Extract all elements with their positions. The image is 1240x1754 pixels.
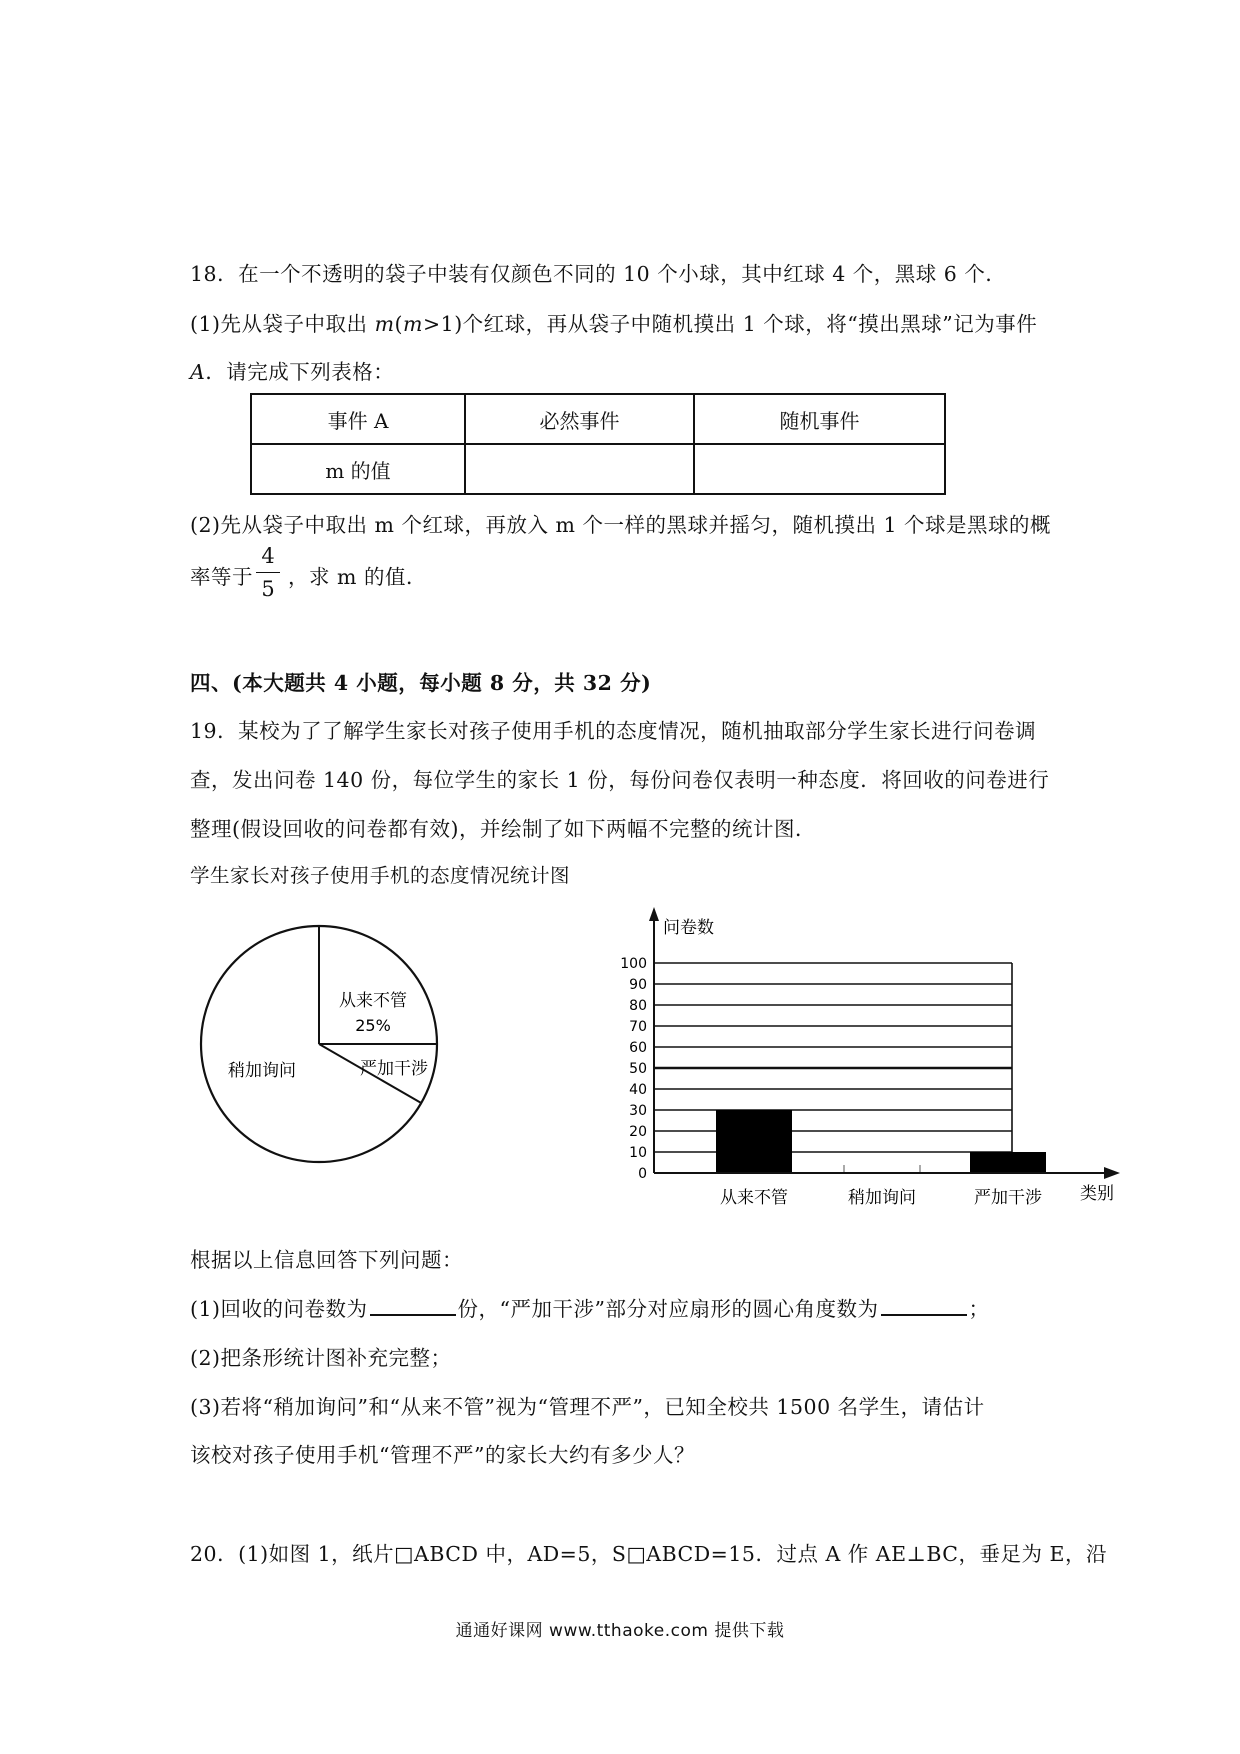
q18-part1-line	[190, 307, 1037, 337]
table-row	[251, 444, 945, 494]
q18-table-prompt: ．请完成下列表格：	[205, 360, 395, 384]
fraction-four-fifths	[256, 542, 280, 603]
bar	[970, 1152, 1046, 1173]
bar-chart	[600, 905, 1130, 1205]
q19-sub1-a: (1)回收的问卷数为	[190, 1297, 368, 1321]
q18-var-m2: m	[403, 312, 423, 336]
q19-sub2: (2)把条形统计图补充完整；	[190, 1346, 452, 1370]
y-tick-label: 80	[629, 998, 647, 1014]
y-axis-arrow	[649, 907, 659, 921]
q18-part2-line1: (2)先从袋子中取出 m 个红球，再放入 m 个一样的黑球并摇匀，随机摸出 1 个球是黑球的概	[190, 513, 1052, 537]
y-tick-label: 50	[629, 1061, 647, 1077]
q20-line1: 20．(1)如图 1，纸片□ABCD 中，AD=5，S□ABCD=15．过点 A 作 AE⊥BC，垂足为 E，沿	[190, 1542, 1107, 1566]
x-category-label: 严加干涉	[974, 1188, 1042, 1205]
table-header-cell: 事件 A	[251, 394, 465, 444]
x-category-label: 稍加询问	[848, 1188, 916, 1205]
q18-part1-c: >1)个红球，再从袋子中随机摸出 1 个球，将“摸出黑球”记为事件	[422, 312, 1038, 336]
q19-sub1	[190, 1292, 990, 1322]
q18-line1: 18．在一个不透明的袋子中装有仅颜色不同的 10 个小球，其中红球 4 个，黑球 6 个．	[190, 262, 1007, 286]
pie-percent-label: 25%	[355, 1016, 391, 1035]
q19-line1: 19．某校为了了解学生家长对孩子使用手机的态度情况，随机抽取部分学生家长进行问卷调	[190, 719, 1037, 743]
pie-label-strict: 严加干涉	[360, 1059, 428, 1079]
pie-label-ask: 稍加询问	[228, 1061, 296, 1081]
table-answer-cell	[465, 444, 694, 494]
q18-table	[250, 393, 946, 495]
answer-blank[interactable]	[370, 1296, 456, 1316]
q18-event-a: A	[190, 360, 206, 384]
q19-line2: 查，发出问卷 140 份，每位学生的家长 1 份，每份问卷仅表明一种态度．将回收的问卷进行	[190, 768, 1050, 792]
q19-sub3-line1: (3)若将“稍加询问”和“从来不管”视为“管理不严”，已知全校共 1500 名学生，请估计	[190, 1395, 985, 1419]
table-header-cell: 必然事件	[465, 394, 694, 444]
y-tick-label: 0	[638, 1166, 647, 1182]
q19-sub1-c: ；	[968, 1297, 990, 1321]
table-row	[251, 394, 945, 444]
q18-part1-b: (	[394, 312, 404, 336]
y-tick-label: 10	[629, 1145, 647, 1161]
table-header-cell: 随机事件	[694, 394, 945, 444]
y-axis-label: 问卷数	[663, 918, 714, 938]
q18-part2-line2-pre: 率等于	[190, 565, 253, 589]
y-tick-label: 60	[629, 1040, 647, 1056]
x-category-label: 从来不管	[720, 1188, 788, 1205]
pie-chart	[190, 915, 450, 1175]
q18-var-m: m	[374, 312, 395, 336]
q18-part2-line2-post: ，求 m 的值．	[288, 565, 427, 589]
x-axis-arrow	[1104, 1167, 1120, 1179]
y-tick-label: 70	[629, 1019, 647, 1035]
page-footer: 通通好课网 www.tthaoke.com 提供下载	[455, 1621, 785, 1641]
x-axis-label: 类别	[1080, 1184, 1114, 1204]
table-answer-cell	[694, 444, 945, 494]
fraction-bar	[256, 572, 280, 573]
pie-label-from-never: 从来不管	[339, 991, 407, 1011]
answer-blank[interactable]	[881, 1296, 967, 1316]
q19-chart-title: 学生家长对孩子使用手机的态度情况统计图	[190, 864, 571, 887]
fraction-denominator: 5	[261, 577, 275, 601]
section-heading: 四、(本大题共 4 小题，每小题 8 分，共 32 分)	[190, 671, 652, 695]
fraction-numerator: 4	[261, 544, 275, 568]
y-tick-label: 30	[629, 1103, 647, 1119]
y-tick-label: 100	[620, 956, 647, 972]
q18-part1-a: (1)先从袋子中取出	[190, 312, 375, 336]
q19-sub3-line2: 该校对孩子使用手机“管理不严”的家长大约有多少人？	[190, 1443, 695, 1467]
q19-prompt: 根据以上信息回答下列问题：	[190, 1248, 463, 1272]
y-tick-label: 20	[629, 1124, 647, 1140]
y-tick-label: 40	[629, 1082, 647, 1098]
bar	[716, 1110, 792, 1173]
q19-sub1-b: 份，“严加干涉”部分对应扇形的圆心角度数为	[457, 1297, 879, 1321]
table-row-label: m 的值	[251, 444, 465, 494]
q18-part1-line2	[190, 355, 394, 385]
q19-line3: 整理(假设回收的问卷都有效)，并绘制了如下两幅不完整的统计图．	[190, 817, 816, 841]
y-tick-label: 90	[629, 977, 647, 993]
